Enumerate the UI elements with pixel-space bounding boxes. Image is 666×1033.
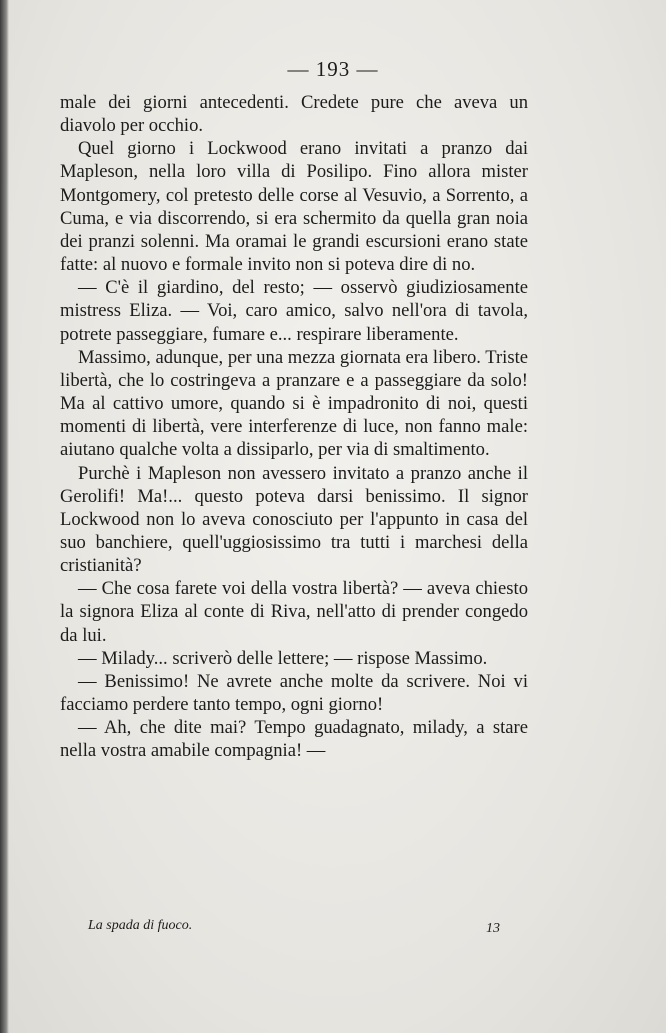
book-title: La spada di fuoco. [88, 918, 193, 933]
signature-mark: 13 [486, 921, 500, 936]
paragraph: — Ah, che dite mai? Tempo guadagnato, milady, a stare nella vostra amabile compagnia! — [60, 717, 528, 762]
paragraph: — C'è il giardino, del resto; — osservò giudiziosamente mistress Eliza. — Voi, caro amico, salvo nell'ora di tavola, potrete passeggiare, fumare e... respirare liberamente. [60, 277, 528, 345]
paragraph: Quel giorno i Lockwood erano invitati a pranzo dai Mapleson, nella loro villa di Posilipo. Fino allora mister Montgomery, col pretesto delle corse al Vesuvio, a Sorrento, a Cuma, e via discorrendo, si era schermito da quella gran noia dei pranzi solenni. Ma oramai le grandi escursioni erano state fatte: al nuovo e formale invito non si poteva dire di no. [60, 138, 528, 276]
paragraph: Massimo, adunque, per una mezza giornata era libero. Triste libertà, che lo costringeva a pranzare e a passeggiare da solo! Ma al cattivo umore, quando si è impadronito di noi, questi momenti di libertà, vere interferenze di luce, non fanno male: aiutano qualche volta a dissiparlo, per via di smaltimento. [60, 346, 528, 461]
paragraph: — Milady... scriverò delle lettere; — rispose Massimo. [78, 647, 488, 669]
paragraph: Purchè i Mapleson non avessero invitato a pranzo anche il Gerolifi! Ma!... questo poteva darsi benissimo. Il signor Lockwood non lo aveva conosciuto per l'appunto in casa del suo banchiere, quell'uggiosissimo tra tutti i marchesi della cristianità? [60, 462, 528, 577]
paragraph: — Benissimo! Ne avrete anche molte da scrivere. Noi vi facciamo perdere tanto tempo, ogni giorno! [60, 670, 528, 716]
paragraph: — Che cosa farete voi della vostra libertà? — aveva chiesto la signora Eliza al conte di Riva, nell'atto di prender congedo da lui. [60, 578, 528, 646]
body-text [60, 91, 528, 763]
page-spine-shadow [0, 0, 9, 1033]
paragraph: male dei giorni antecedenti. Credete pure che aveva un diavolo per occhio. [60, 92, 528, 137]
page-number: — 193 — [287, 57, 379, 81]
